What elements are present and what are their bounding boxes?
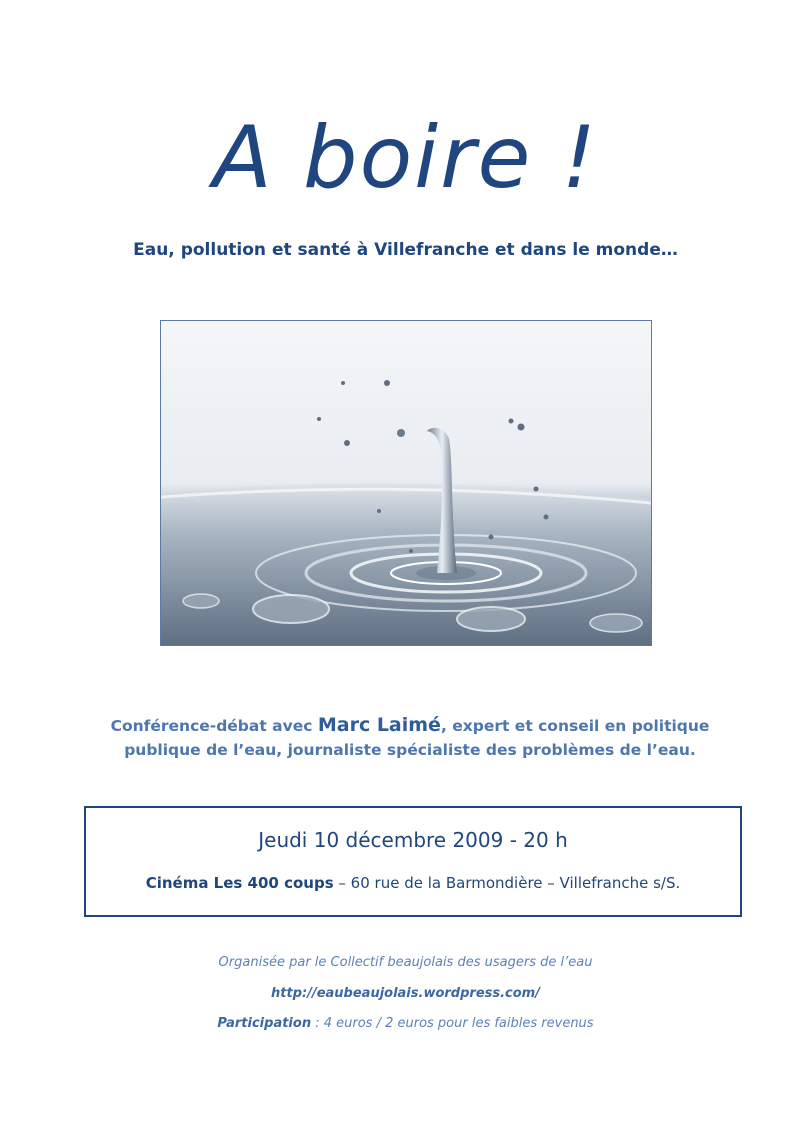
conference-description [60,713,760,762]
conference-line-2: publique de l’eau, journaliste spécialiste des problèmes de l’eau. [124,741,696,759]
event-venue [86,872,740,894]
venue-address: – 60 rue de la Barmondière – Villefranche s/S. [333,874,681,892]
water-drop-photo [160,320,652,646]
water-splash-image [161,321,651,645]
speaker-name: Marc Laimé [317,714,441,736]
event-date: Jeudi 10 décembre 2009 - 20 h [258,828,568,852]
conference-line-1 [60,713,760,738]
participation-text: : 4 euros / 2 euros pour les faibles revenus [311,1016,594,1031]
conference-line-1-rest: , expert et conseil en politique [440,717,710,735]
organizer-line: Organisée par le Collectif beaujolais des usagers de l’eau [218,955,593,970]
poster-subtitle: Eau, pollution et santé à Villefranche et dans le monde… [133,240,678,260]
event-info-box [84,806,742,917]
participation-label: Participation [217,1016,312,1031]
conference-intro: Conférence-débat avec [110,717,318,735]
website-link[interactable]: http://eaubeaujolais.wordpress.com/ [271,986,540,1001]
participation-line [0,1014,811,1034]
poster-title: A boire ! [212,108,599,208]
venue-name: Cinéma Les 400 coups [145,874,334,892]
